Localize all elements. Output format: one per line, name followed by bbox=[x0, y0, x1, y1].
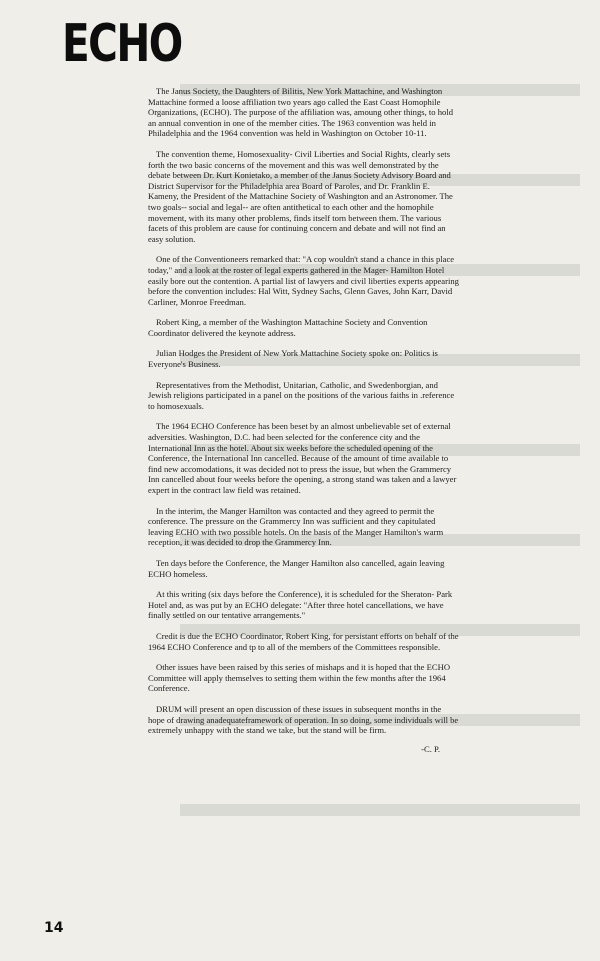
paragraph: The convention theme, Homosexuality- Civil Liberties and Social Rights, clearly sets forth the two basic concerns of the movement and this was well demonstrated by the debate between Dr. Kurt Konietako, a member of the Janus Society Advisory Board and District Supervisor for the Philadelphia area Board of Paroles, and Dr. Franklin E. Kameny, the President of the Mattachine Society of Washington and an Astronomer. The two goals-- social and legal-- are often antithetical to each other and the homophile movement, with its many other problems, finds itself torn between them. The various facets of this problem are cause for continuing concern and debate and will not find an easy solution. bbox=[148, 148, 453, 244]
page-number: 14 bbox=[44, 920, 64, 936]
author-signature: -C. P. bbox=[421, 743, 440, 754]
masthead-title: ECHO bbox=[62, 14, 182, 74]
paragraph: At this writing (six days before the Conference), it is scheduled for the Sheraton- Park Hotel and, as was put by an ECHO delegate: "After three hotel cancellations, we have finally settled on our tentative arrangements." bbox=[148, 589, 453, 621]
paragraph: The 1964 ECHO Conference has been beset by an almost unbelievable set of external adversities. Washington, D.C. had been selected for the conference city and the International Inn as the hotel. About six weeks before the scheduled opening of the Conference, the International Inn cancelled. Because of the amount of time available to find new accomodations, it was decided not to press the issue, but when the Grammercy Inn cancelled about four weeks before the opening, a strong stand was taken and a lawyer expert in the contract law field was retained. bbox=[148, 421, 457, 495]
paragraph: The Janus Society, the Daughters of Bilitis, New York Mattachine, and Washington Mattachine formed a loose affiliation two years ago called the East Coast Homophile Organizations, (ECHO). The purpose of the affiliation was, amoung other things, to hold an annual convention in one of the member cities. The 1963 convention was held in Philadelphia and the 1964 convention was held in Washington on October 10-11. bbox=[148, 86, 454, 139]
paragraph: Robert King, a member of the Washington Mattachine Society and Convention Coordinator delivered the keynote address. bbox=[148, 317, 428, 338]
paragraph: Ten days before the Conference, the Manger Hamilton also cancelled, again leaving ECHO homeless. bbox=[148, 557, 445, 579]
paragraph: Other issues have been raised by this series of mishaps and it is hoped that the ECHO Committee will apply themselves to setting them within the few months after the 1964 Conference. bbox=[148, 662, 451, 694]
paragraph: Credit is due the ECHO Coordinator, Robert King, for persistant efforts on behalf of the 1964 ECHO Conference and tp to all of the members of the Committees responsible. bbox=[148, 630, 459, 652]
paragraph: Representatives from the Methodist, Unitarian, Catholic, and Swedenborgian, and Jewish religions participated in a panel on the positions of the various faiths in .reference to homosexuals. bbox=[148, 379, 455, 411]
paragraph: Julian Hodges the President of New York Mattachine Society spoke on: Politics is Everyone's Business. bbox=[148, 348, 438, 370]
article-body bbox=[148, 86, 460, 754]
paragraph: One of the Conventioneers remarked that: "A cop wouldn't stand a chance in this place today," and a look at the roster of legal experts gathered in the Mager- Hamilton Hotel easily bore out the contention. A partial list of lawyers and civil liberties experts appearing before the convention includes: Hal Witt, Sydney Sachs, Glenn Gaves, John Karr, David Carliner, Monroe Freedman. bbox=[148, 254, 459, 307]
paragraph: In the interim, the Manger Hamilton was contacted and they agreed to permit the conference. The pressure on the Grammercy Inn was sufficient and they capitulated leaving ECHO with two possible hotels. On the basis of the Manger Hamilton's warm reception, it was decided to drop the Grammercy Inn. bbox=[148, 505, 444, 548]
paragraph: DRUM will present an open discussion of these issues in subsequent months in the hope of drawing anadequateframework of operation. In so doing, some individuals will be extremely unhappy with the stand we take, but the stand will be firm. bbox=[148, 703, 459, 736]
